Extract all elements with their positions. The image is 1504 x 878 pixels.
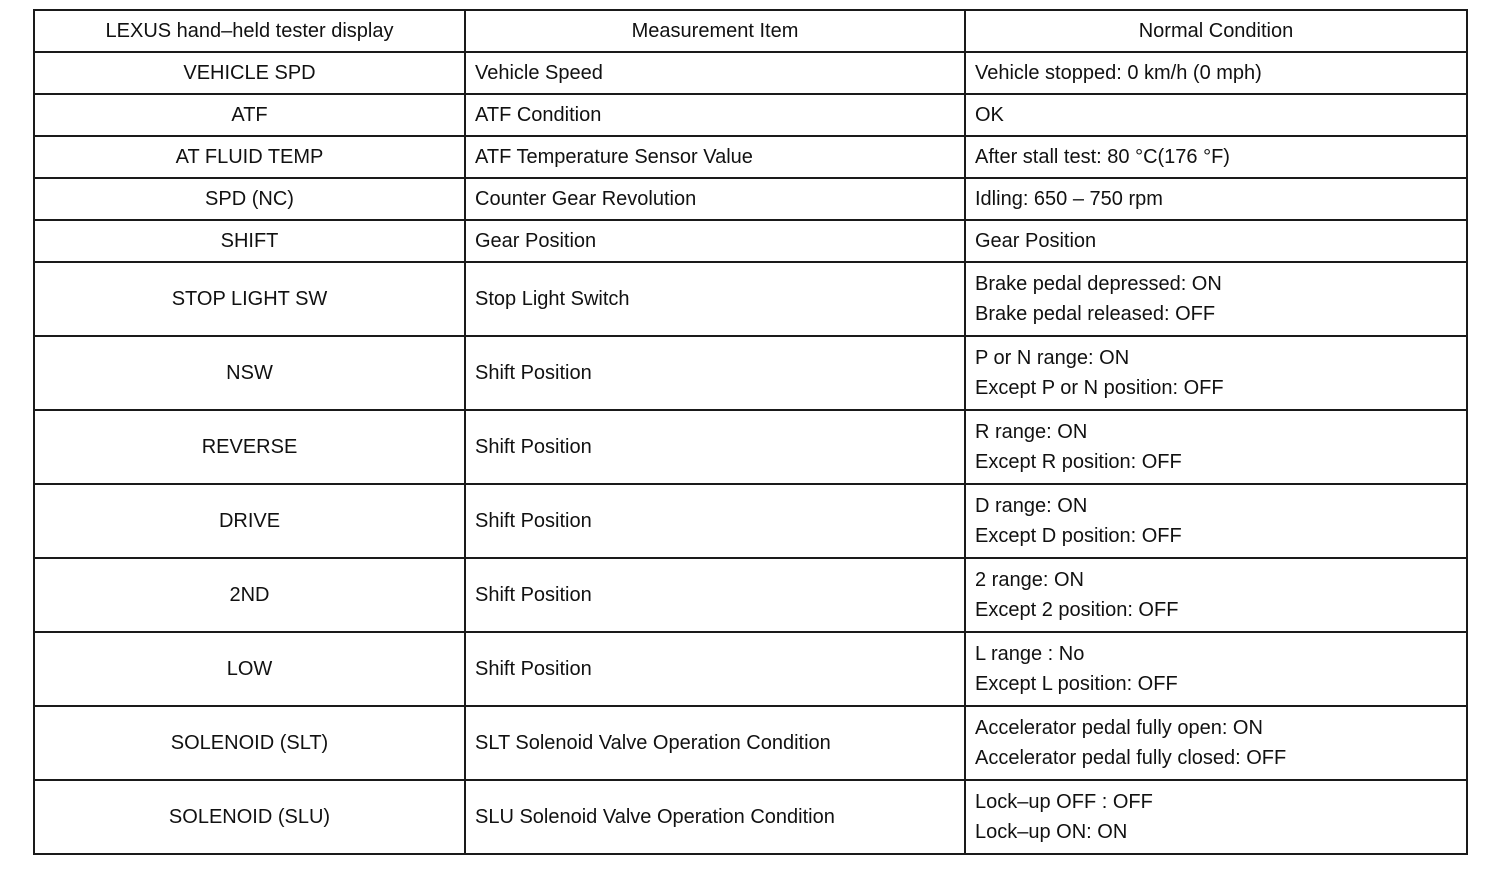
normal-condition-cell xyxy=(965,780,1467,854)
tester-display-cell: STOP LIGHT SW xyxy=(34,262,465,336)
table-body xyxy=(34,52,1467,854)
header-measurement-item: Measurement Item xyxy=(465,10,965,52)
tester-display-cell: SHIFT xyxy=(34,220,465,262)
tester-display-cell: 2ND xyxy=(34,558,465,632)
data-list-table xyxy=(33,9,1468,855)
normal-condition-cell xyxy=(965,178,1467,220)
measurement-item-cell: Shift Position xyxy=(465,632,965,706)
header-tester-display: LEXUS hand–held tester display xyxy=(34,10,465,52)
table-row xyxy=(34,262,1467,336)
tester-display-cell: SOLENOID (SLU) xyxy=(34,780,465,854)
table-row xyxy=(34,52,1467,94)
normal-condition-cell xyxy=(965,94,1467,136)
tester-display-cell: LOW xyxy=(34,632,465,706)
condition-line: Brake pedal released: OFF xyxy=(975,303,1216,325)
measurement-item-cell: Shift Position xyxy=(465,410,965,484)
measurement-item-cell: SLU Solenoid Valve Operation Condition xyxy=(465,780,965,854)
measurement-item-cell: ATF Condition xyxy=(465,94,965,136)
condition-line: Except L position: OFF xyxy=(975,673,1178,695)
measurement-item-cell: Shift Position xyxy=(465,558,965,632)
condition-line: Except R position: OFF xyxy=(975,451,1182,473)
table-row xyxy=(34,94,1467,136)
table-row xyxy=(34,336,1467,410)
normal-condition-cell xyxy=(965,632,1467,706)
normal-condition-cell xyxy=(965,136,1467,178)
table-row xyxy=(34,558,1467,632)
condition-line: P or N range: ON xyxy=(975,347,1130,369)
condition-line: OK xyxy=(975,104,1004,126)
condition-line: R range: ON xyxy=(975,421,1088,443)
condition-line: Lock–up ON: ON xyxy=(975,821,1128,843)
normal-condition-cell xyxy=(965,220,1467,262)
table-row xyxy=(34,136,1467,178)
condition-line: Lock–up OFF : OFF xyxy=(975,791,1153,813)
condition-line: Vehicle stopped: 0 km/h (0 mph) xyxy=(975,62,1262,84)
measurement-item-cell: Stop Light Switch xyxy=(465,262,965,336)
condition-line: After stall test: 80 °C(176 °F) xyxy=(975,146,1230,168)
measurement-item-cell: Counter Gear Revolution xyxy=(465,178,965,220)
tester-display-cell: NSW xyxy=(34,336,465,410)
condition-line: 2 range: ON xyxy=(975,569,1084,591)
normal-condition-cell xyxy=(965,706,1467,780)
tester-display-cell: ATF xyxy=(34,94,465,136)
condition-line: Except 2 position: OFF xyxy=(975,599,1179,621)
table-row xyxy=(34,410,1467,484)
tester-display-cell: VEHICLE SPD xyxy=(34,52,465,94)
normal-condition-cell xyxy=(965,336,1467,410)
measurement-item-cell: ATF Temperature Sensor Value xyxy=(465,136,965,178)
tester-display-cell: AT FLUID TEMP xyxy=(34,136,465,178)
table-row xyxy=(34,484,1467,558)
condition-line: Except D position: OFF xyxy=(975,525,1182,547)
table-row xyxy=(34,780,1467,854)
measurement-item-cell: Vehicle Speed xyxy=(465,52,965,94)
header-normal-condition: Normal Condition xyxy=(965,10,1467,52)
condition-line: Except P or N position: OFF xyxy=(975,377,1224,399)
condition-line: Accelerator pedal fully closed: OFF xyxy=(975,747,1287,769)
header-row xyxy=(34,10,1467,52)
tester-display-cell: SPD (NC) xyxy=(34,178,465,220)
normal-condition-cell xyxy=(965,558,1467,632)
measurement-item-cell: Shift Position xyxy=(465,336,965,410)
tester-display-cell: DRIVE xyxy=(34,484,465,558)
normal-condition-cell xyxy=(965,484,1467,558)
condition-line: Brake pedal depressed: ON xyxy=(975,273,1222,295)
tester-display-cell: SOLENOID (SLT) xyxy=(34,706,465,780)
condition-line: D range: ON xyxy=(975,495,1088,517)
table-row xyxy=(34,706,1467,780)
table-row xyxy=(34,632,1467,706)
normal-condition-cell xyxy=(965,410,1467,484)
normal-condition-cell xyxy=(965,262,1467,336)
tester-display-cell: REVERSE xyxy=(34,410,465,484)
normal-condition-cell xyxy=(965,52,1467,94)
condition-line: Gear Position xyxy=(975,230,1097,252)
measurement-item-cell: Shift Position xyxy=(465,484,965,558)
condition-line: L range : No xyxy=(975,643,1085,665)
measurement-item-cell: SLT Solenoid Valve Operation Condition xyxy=(465,706,965,780)
measurement-item-cell: Gear Position xyxy=(465,220,965,262)
table-row xyxy=(34,220,1467,262)
condition-line: Idling: 650 – 750 rpm xyxy=(975,188,1163,210)
condition-line: Accelerator pedal fully open: ON xyxy=(975,717,1263,739)
table-row xyxy=(34,178,1467,220)
